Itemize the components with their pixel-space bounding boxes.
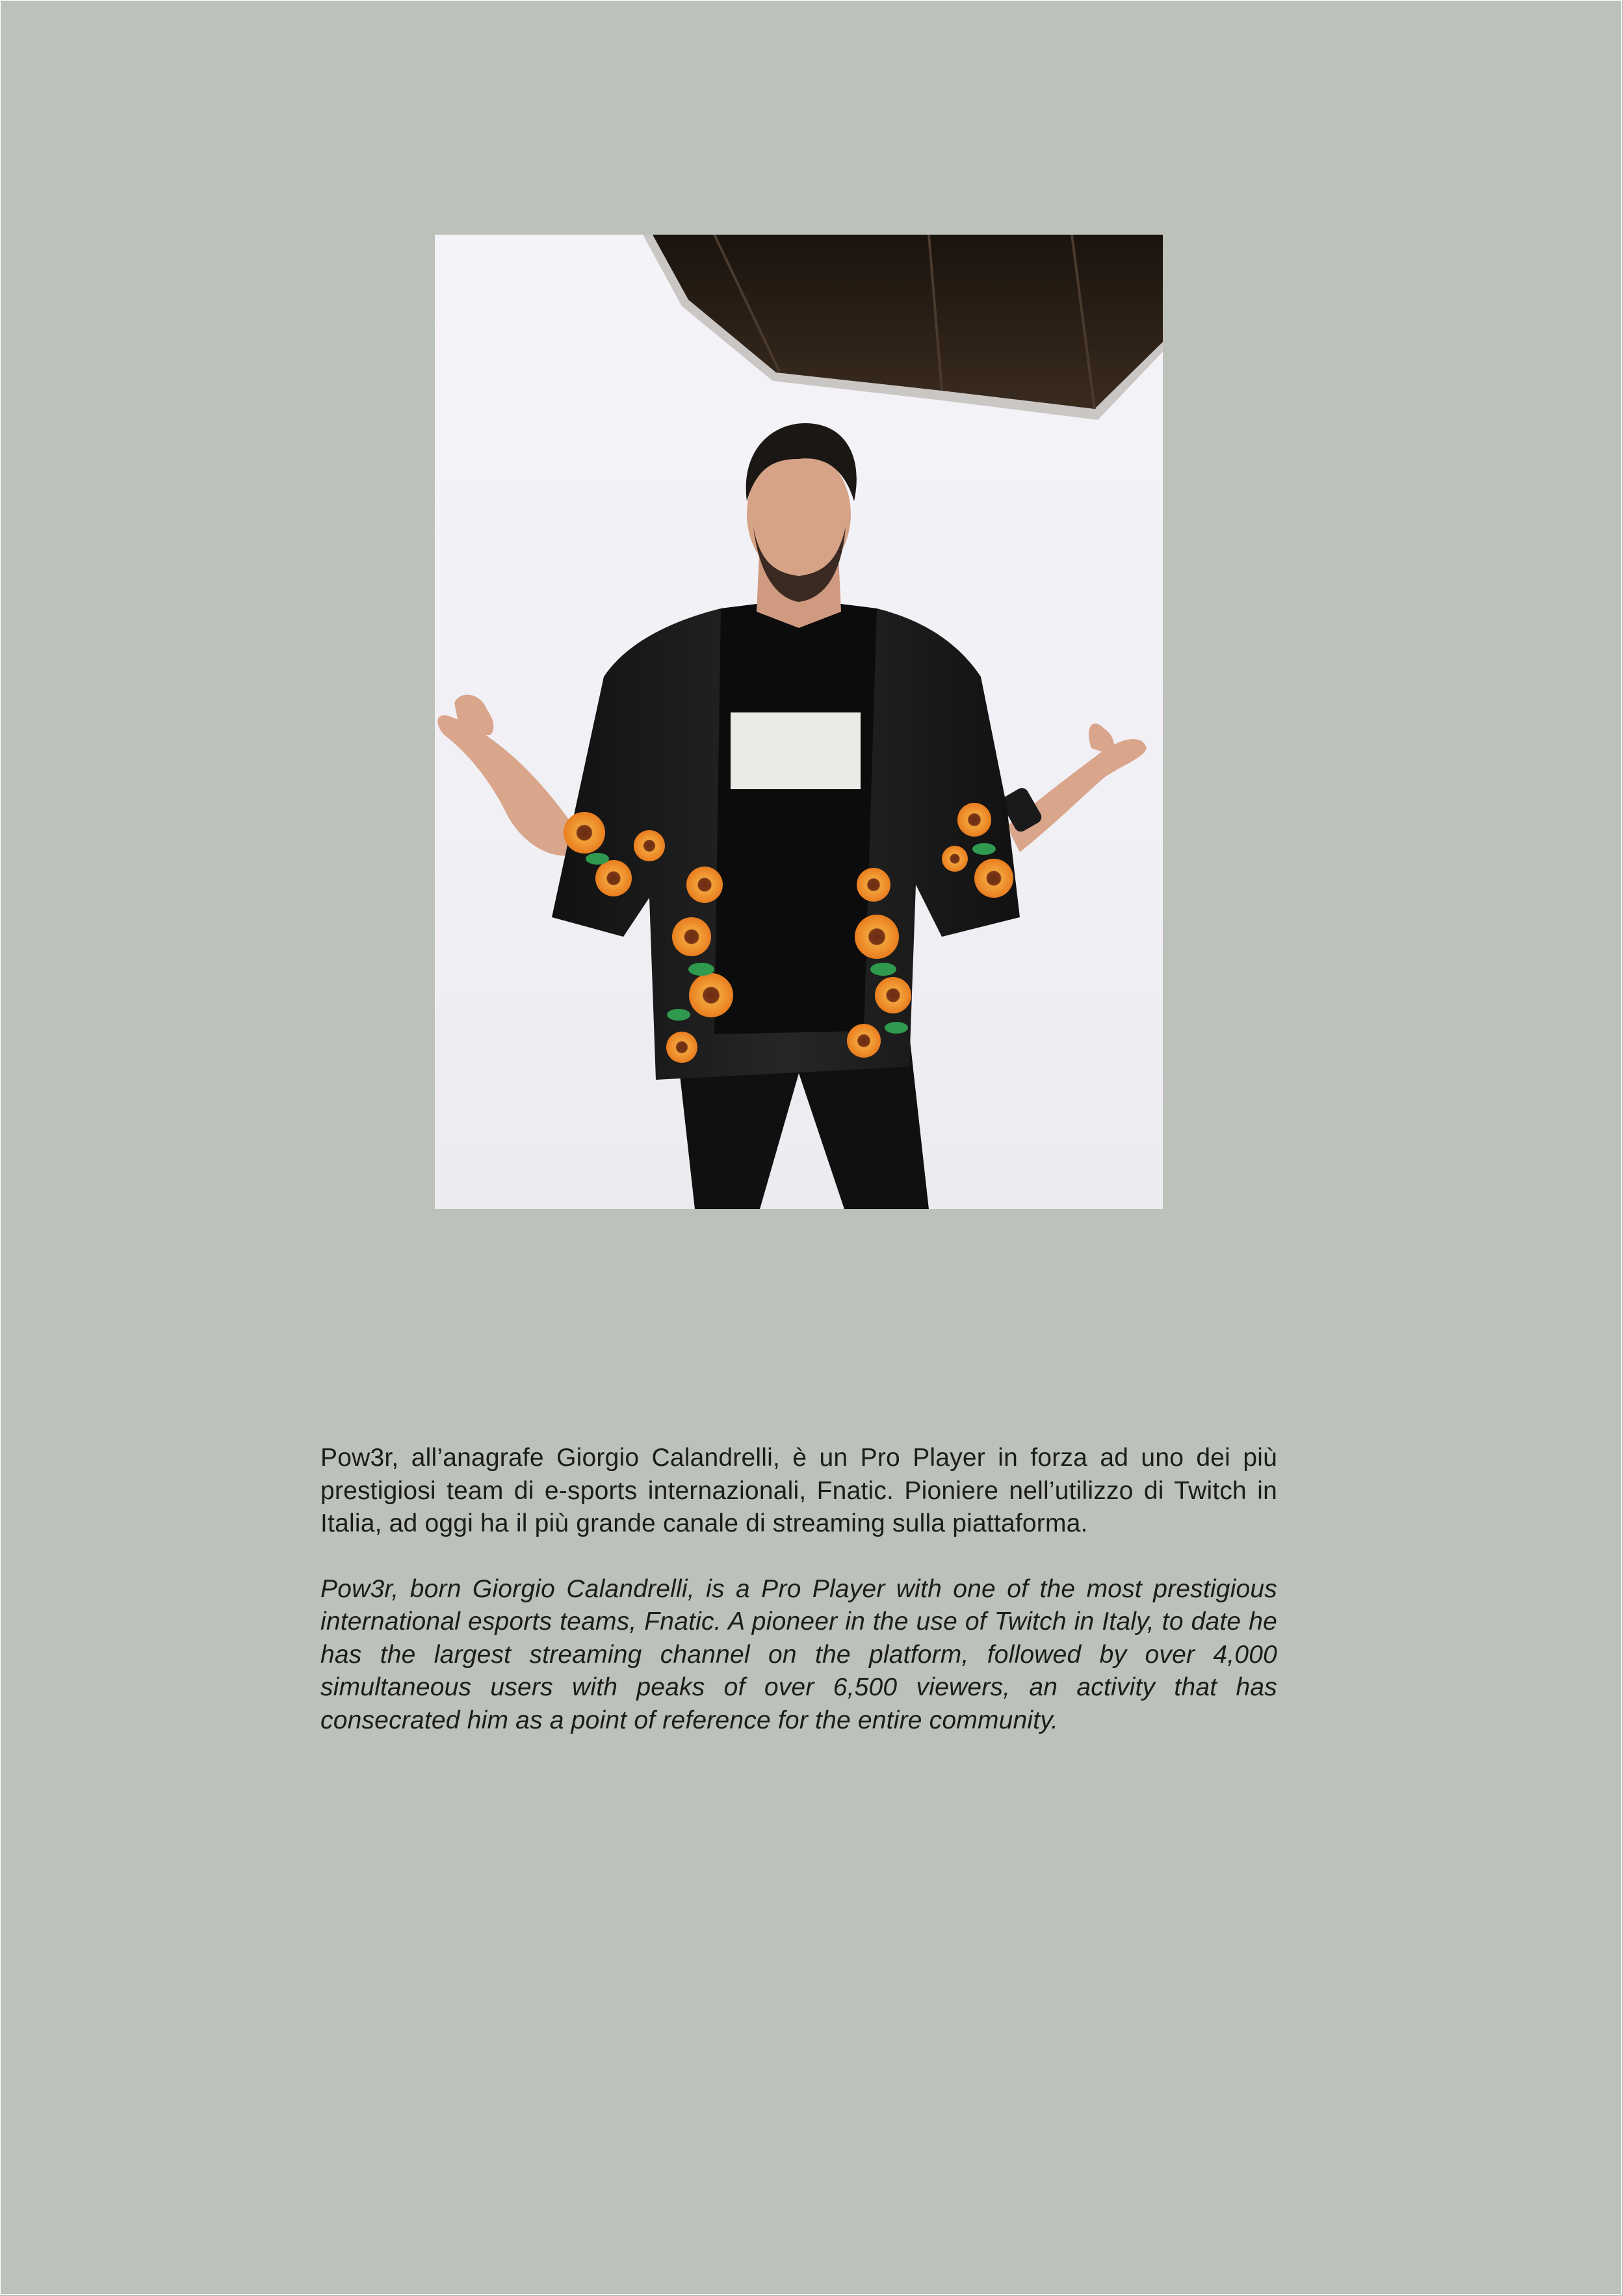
bio-text-block <box>320 1442 1277 1737</box>
bio-english: Pow3r, born Giorgio Calandrelli, is a Pro Player with one of the most prestigious international esports teams, Fnatic. A pioneer in the use of Twitch in Italy, to date he has the largest streaming channel on the platform, followed by over 4,000 simultaneous users with peaks of over 6,500 viewers, an activity that has consecrated him as a point of reference for the entire community. <box>320 1574 1277 1734</box>
bio-italian: Pow3r, all’anagrafe Giorgio Calandrelli, è un Pro Player in forza ad uno dei più prestigiosi team di e-sports internazionali, Fnatic. Pioniere nell’utilizzo di Twitch in Italia, ad oggi ha il più grande canale di streaming sulla piattaforma. <box>320 1444 1277 1537</box>
portrait-photo <box>435 235 1163 1209</box>
umbrella-shape <box>643 235 1163 420</box>
